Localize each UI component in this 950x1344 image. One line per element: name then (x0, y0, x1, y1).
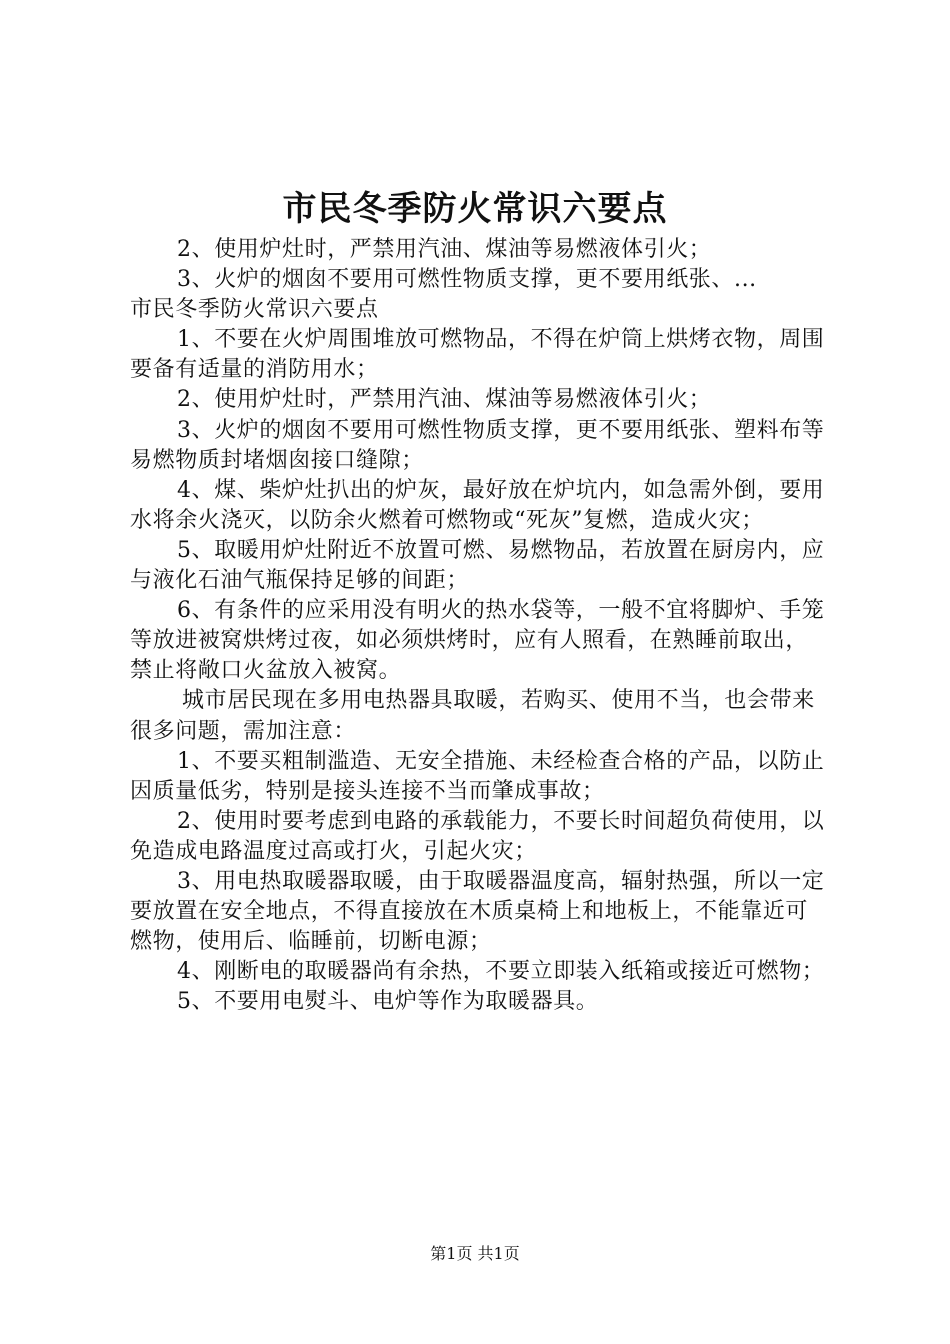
paragraph: 1、不要买粗制滥造、无安全措施、未经检查合格的产品，以防止因质量低劣，特别是接头连接不当而肇成事故； (130, 748, 825, 804)
paragraph: 3、火炉的烟囱不要用可燃性物质支撑，更不要用纸张、... (177, 267, 757, 293)
paragraph: 市民冬季防火常识六要点 (130, 297, 379, 323)
paragraph: 2、使用时要考虑到电路的承载能力，不要长时间超负荷使用，以免造成电路温度过高或打火，引起火灾； (130, 808, 825, 864)
paragraph: 4、刚断电的取暖器尚有余热，不要立即装入纸箱或接近可燃物； (177, 959, 825, 985)
paragraph: 2、使用炉灶时，严禁用汽油、煤油等易燃液体引火； (177, 387, 712, 413)
paragraph: 6、有条件的应采用没有明火的热水袋等，一般不宜将脚炉、手笼等放进被窝烘烤过夜，如必须烘烤时，应有人照看，在熟睡前取出，禁止将敞口火盆放入被窝。 (130, 598, 825, 684)
paragraph: 城市居民现在多用电热器具取暖，若购买、使用不当，也会带来很多问题，需加注意： (130, 688, 815, 744)
paragraph: 1、不要在火炉周围堆放可燃物品，不得在炉筒上烘烤衣物，周围要备有适量的消防用水； (130, 327, 825, 383)
paragraph: 5、取暖用炉灶附近不放置可燃、易燃物品，若放置在厨房内，应与液化石油气瓶保持足够的间距； (130, 537, 825, 594)
document-body (130, 235, 830, 1017)
paragraph: 3、火炉的烟囱不要用可燃性物质支撑，更不要用纸张、塑料布等易燃物质封堵烟囱接口缝隙； (130, 417, 825, 473)
page-footer: 第1页 共1页 (430, 1244, 520, 1263)
paragraph: 2、使用炉灶时，严禁用汽油、煤油等易燃液体引火； (177, 237, 712, 262)
paragraph: 4、煤、柴炉灶扒出的炉灰，最好放在炉坑内，如急需外倒，要用水将余火浇灭，以防余火燃着可燃物或“死灰”复燃，造成火灾； (130, 477, 825, 533)
paragraph: 3、用电热取暖器取暖，由于取暖器温度高，辐射热强，所以一定要放置在安全地点，不得直接放在木质桌椅上和地板上，不能靠近可燃物，使用后、临睡前，切断电源； (130, 868, 825, 955)
document-title: 市民冬季防火常识六要点 (282, 189, 668, 229)
paragraph: 5、不要用电熨斗、电炉等作为取暖器具。 (177, 989, 599, 1015)
